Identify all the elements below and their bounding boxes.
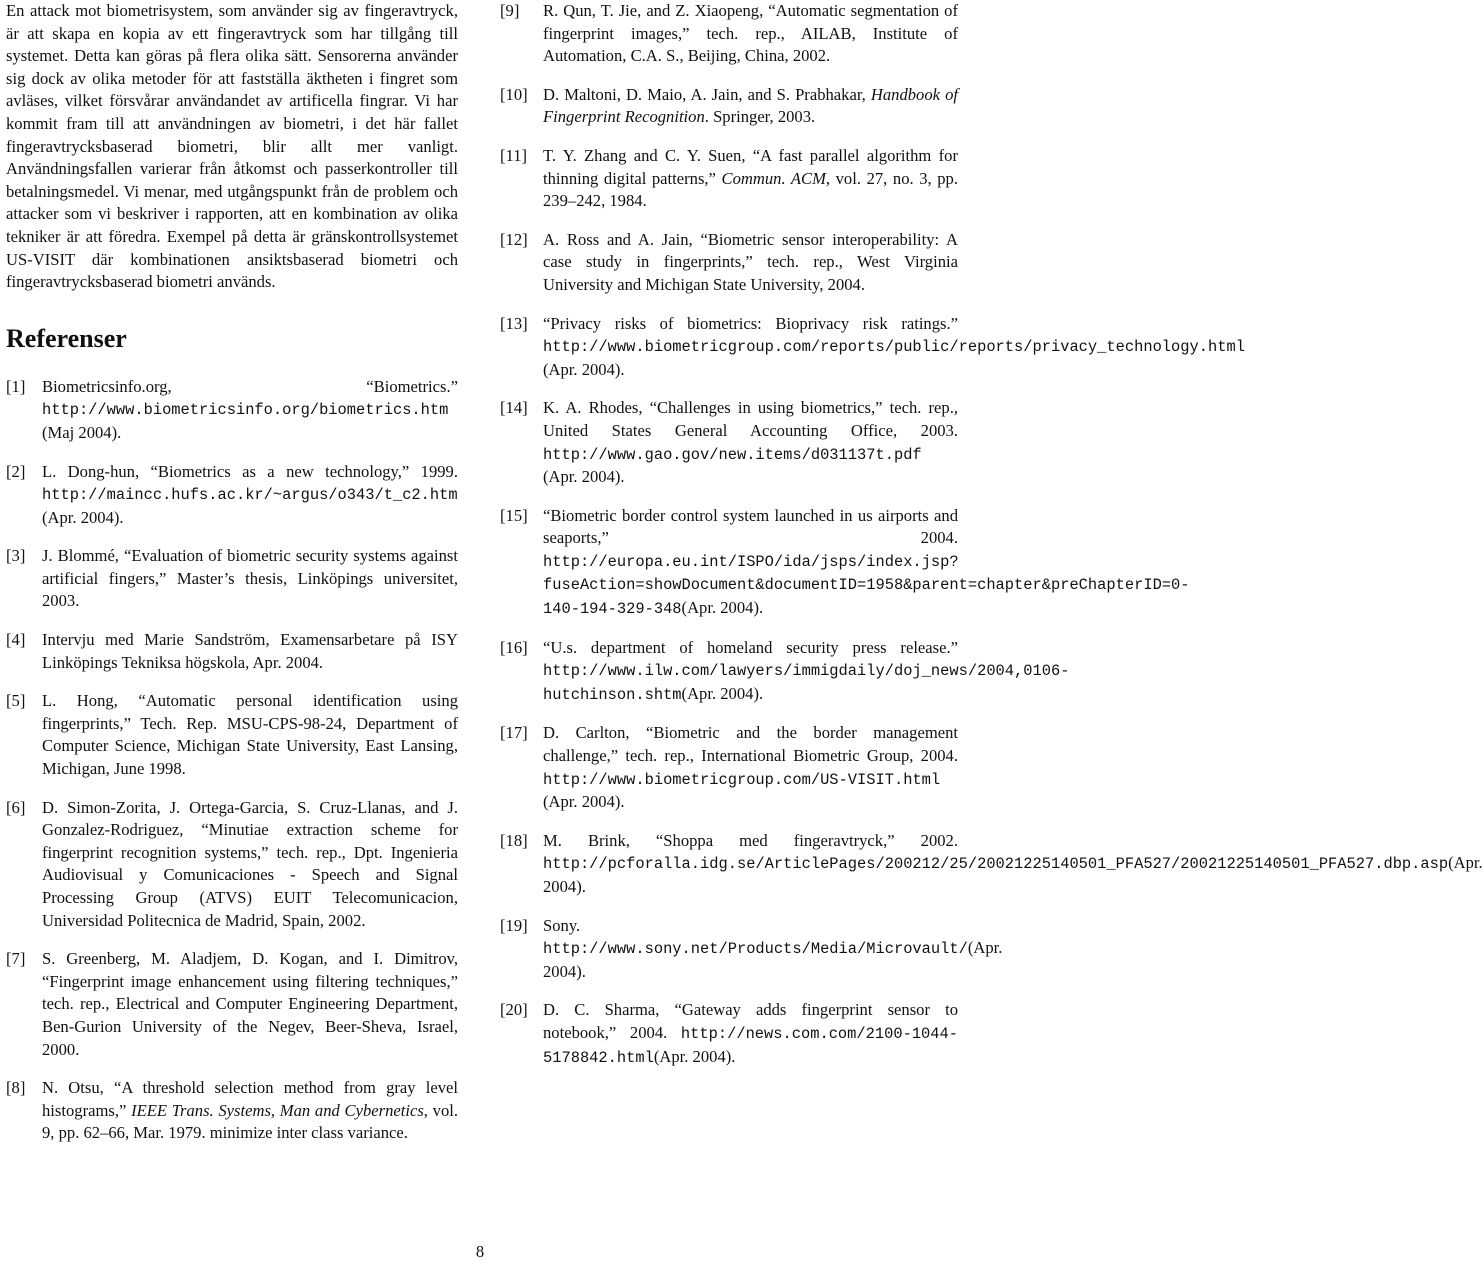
reference-text <box>42 545 458 613</box>
reference-venue: Commun. ACM <box>721 168 826 188</box>
reference-text <box>543 915 1003 984</box>
reference-number: [4] <box>6 630 26 650</box>
reference-url[interactable]: http://www.biometricgroup.com/US-VISIT.html <box>543 770 941 789</box>
reference-text <box>543 722 958 813</box>
reference-text <box>543 84 958 129</box>
reference-text <box>42 629 458 674</box>
reference-url[interactable]: http://news.com.com/2100-1044-5178842.html <box>543 1024 958 1067</box>
reference-text <box>42 690 458 780</box>
reference-item <box>6 629 458 674</box>
reference-text <box>42 948 458 1061</box>
reference-item <box>500 397 958 488</box>
reference-text <box>543 229 958 297</box>
reference-text <box>543 397 958 488</box>
reference-segment: (Apr. 2004). <box>543 467 625 487</box>
reference-number: [13] <box>500 313 528 333</box>
reference-item <box>6 461 458 530</box>
reference-segment: D. Maltoni, D. Maio, A. Jain, and S. Prabhakar, <box>543 84 871 104</box>
reference-list-left <box>6 376 458 1145</box>
reference-url[interactable]: http://maincc.hufs.ac.kr/~argus/o343/t_c2.htm <box>42 486 458 505</box>
reference-item <box>500 505 1190 621</box>
reference-text <box>42 376 458 445</box>
reference-number: [14] <box>500 398 528 418</box>
reference-number: [12] <box>500 229 528 249</box>
reference-number: [2] <box>6 461 26 481</box>
reference-segment: “Privacy risks of biometrics: Bioprivacy risk ratings.” <box>543 313 958 333</box>
reference-segment: (Apr. 2004). <box>543 792 625 812</box>
reference-segment: (Apr. 2004). <box>42 507 124 527</box>
reference-item <box>500 84 958 129</box>
reference-segment: M. Brink, “Shoppa med fingeravtryck,” 2002. <box>543 830 958 850</box>
reference-list-right <box>500 0 1483 1069</box>
reference-number: [8] <box>6 1078 26 1098</box>
reference-number: [18] <box>500 830 528 850</box>
reference-segment: (Apr. 2004). <box>681 598 764 618</box>
reference-number: [5] <box>6 691 26 711</box>
reference-segment: K. A. Rhodes, “Challenges in using biometrics,” tech. rep., United States General Accounting Office, 2003. <box>543 398 958 440</box>
reference-segment: N. Otsu, “A threshold selection method from gray level histograms,” <box>42 1078 458 1120</box>
reference-item <box>6 376 458 445</box>
reference-item <box>500 722 958 813</box>
reference-segment: “Biometric border control system launched in us airports and seaports,” 2004. <box>543 505 958 548</box>
references-heading: Referenser <box>6 323 127 353</box>
reference-url[interactable]: http://www.biometricgroup.com/reports/public/reports/privacy_technology.html <box>543 338 1245 357</box>
reference-segment: , vol. 27, no. 3, pp. 239–242, 1984. <box>543 168 959 211</box>
reference-segment: R. Qun, T. Jie, and Z. Xiaopeng, “Automatic segmentation of fingerprint images,” tech. rep., AILAB, Institute of Automation, C.A. S., Beijing, China, 2002. <box>543 1 958 66</box>
reference-item <box>500 229 958 297</box>
reference-text <box>42 1077 458 1145</box>
reference-segment: J. Blommé, “Evaluation of biometric security systems against artificial fingers,” Master’s thesis, Linköpings universitet, 2003. <box>42 546 458 611</box>
reference-segment: D. Carlton, “Biometric and the border management challenge,” tech. rep., International Biometric Group, 2004. <box>543 723 958 766</box>
reference-item <box>6 545 458 613</box>
reference-number: [20] <box>500 1000 528 1020</box>
reference-text <box>42 797 458 933</box>
reference-number: [7] <box>6 949 26 969</box>
reference-segment: , vol. 9, pp. 62–66, Mar. 1979. minimize inter class variance. <box>42 1100 458 1143</box>
reference-segment: L. Hong, “Automatic personal identification using fingerprints,” Tech. Rep. MSU-CPS-98-24, Department of Computer Science, Michigan State University, East Lansing, Michigan, June 1998. <box>42 691 458 779</box>
reference-item <box>6 948 458 1061</box>
reference-text <box>543 999 958 1069</box>
reference-number: [9] <box>500 1 520 20</box>
reference-text <box>543 637 1070 707</box>
intro-paragraph: En attack mot biometrisystem, som använder sig av fingeravtryck, är att skapa en kopia av ett fingeravtryck som har tillgång till systemet. Detta kan göras på flera olika sätt. Sensorerna använder sig dock av olika metoder för att fastställa äktheten i fingret som avläses, vilket försvårar användandet av artificella fingrar. Vi har kommit fram till att användningen av biometri, i det här fallet fingeravtrycksbaserad biometri, blir allt mer vanligt. Användningsfallen varierar från åtkomst och passerkontroller till betalningsmedel. Vi menar, med utgångspunkt från de problem och attacker som vi beskriver i rapporten, att en kombination av olika tekniker är att föredra. Exempel på detta är gränskontrollsystemet US-VISIT där kombinationen ansiktsbaserad biometri och fingeravtrycksbaserad biometri används. <box>6 1 458 292</box>
reference-segment: (Apr. 2004). <box>543 938 1003 981</box>
reference-url[interactable]: http://europa.eu.int/ISPO/ida/jsps/index.jsp?fuseAction=showDocument&documentID=1958&parent=chapter&preChapterID=0-140-194-329-348 <box>543 552 1190 619</box>
reference-segment: D. C. Sharma, “Gateway adds fingerprint sensor to notebook,” 2004. <box>543 1000 958 1042</box>
reference-number: [17] <box>500 723 528 743</box>
reference-venue: Handbook of Fingerprint Recognition <box>543 84 958 127</box>
reference-segment: Intervju med Marie Sandström, Examensarbetare på ISY Linköpings Tekniksa högskola, Apr. 2004. <box>42 630 458 672</box>
reference-segment: (Apr. 2004). <box>653 1046 736 1066</box>
reference-venue: IEEE Trans. Systems, Man and Cybernetics <box>131 1100 424 1120</box>
left-column <box>6 0 458 1161</box>
reference-item <box>500 0 958 68</box>
reference-item <box>6 797 458 933</box>
reference-url[interactable]: http://www.sony.net/Products/Media/Microvault/ <box>543 940 968 959</box>
reference-text <box>543 830 1483 899</box>
reference-number: [15] <box>500 505 528 525</box>
reference-segment: D. Simon-Zorita, J. Ortega-Garcia, S. Cruz-Llanas, and J. Gonzalez-Rodriguez, “Minutiae extraction scheme for fingerprint recognition systems,” tech. rep., Dpt. Ingenieria Audiovisual y Comunicaciones - Speech and Signal Processing Group (ATVS) EUIT Telecomunicacion, Universidad Politecnica de Madrid, Spain, 2002. <box>42 797 458 930</box>
reference-item <box>500 313 1245 382</box>
reference-number: [11] <box>500 145 528 165</box>
page-number: 8 <box>475 1242 485 1261</box>
reference-url[interactable]: http://www.biometricsinfo.org/biometrics.htm <box>42 401 449 420</box>
reference-text <box>543 505 1190 621</box>
reference-segment: T. Y. Zhang and C. Y. Suen, “A fast parallel algorithm for thinning digital patterns,” <box>543 145 958 188</box>
reference-item <box>6 1077 458 1145</box>
reference-segment: A. Ross and A. Jain, “Biometric sensor interoperability: A case study in fingerprints,” tech. rep., West Virginia University and Michigan State University, 2004. <box>543 229 958 294</box>
reference-segment: . Springer, 2003. <box>704 107 816 127</box>
reference-item <box>500 915 1003 984</box>
reference-text <box>42 461 458 530</box>
reference-number: [19] <box>500 915 528 935</box>
right-column <box>500 0 1483 1085</box>
reference-segment: (Apr. 2004). <box>543 853 1483 896</box>
reference-text <box>543 0 958 68</box>
reference-number: [16] <box>500 637 528 657</box>
reference-url[interactable]: http://pcforalla.idg.se/ArticlePages/200212/25/20021225140501_PFA527/20021225140501_PFA527.dbp.asp <box>543 855 1449 874</box>
reference-item <box>500 999 958 1069</box>
reference-segment: (Apr. 2004). <box>543 359 625 379</box>
reference-url[interactable]: http://www.ilw.com/lawyers/immigdaily/doj_news/2004,0106-hutchinson.shtm <box>543 662 1070 704</box>
reference-number: [10] <box>500 84 528 104</box>
reference-segment: L. Dong-hun, “Biometrics as a new technology,” 1999. <box>42 461 458 481</box>
reference-item <box>500 145 958 213</box>
reference-number: [6] <box>6 797 26 817</box>
reference-segment: S. Greenberg, M. Aladjem, D. Kogan, and I. Dimitrov, “Fingerprint image enhancement using filtering techniques,” tech. rep., Electrical and Computer Engineering Department, Ben-Gurion University of the Negev, Beer-Sheva, Israel, 2000. <box>42 949 458 1059</box>
reference-text <box>543 145 958 213</box>
reference-item <box>500 830 1483 899</box>
reference-segment: Sony. <box>543 915 581 935</box>
reference-text <box>543 313 1245 382</box>
reference-item <box>500 637 1070 707</box>
reference-segment: (Maj 2004). <box>42 422 122 442</box>
reference-segment: “U.s. department of homeland security press release.” <box>543 637 958 657</box>
reference-number: [1] <box>6 376 26 396</box>
reference-item <box>6 690 458 780</box>
reference-segment: Biometricsinfo.org, “Biometrics.” <box>42 376 458 396</box>
reference-segment: (Apr. 2004). <box>681 683 764 703</box>
reference-number: [3] <box>6 546 26 566</box>
reference-url[interactable]: http://www.gao.gov/new.items/d031137t.pdf <box>543 445 922 464</box>
